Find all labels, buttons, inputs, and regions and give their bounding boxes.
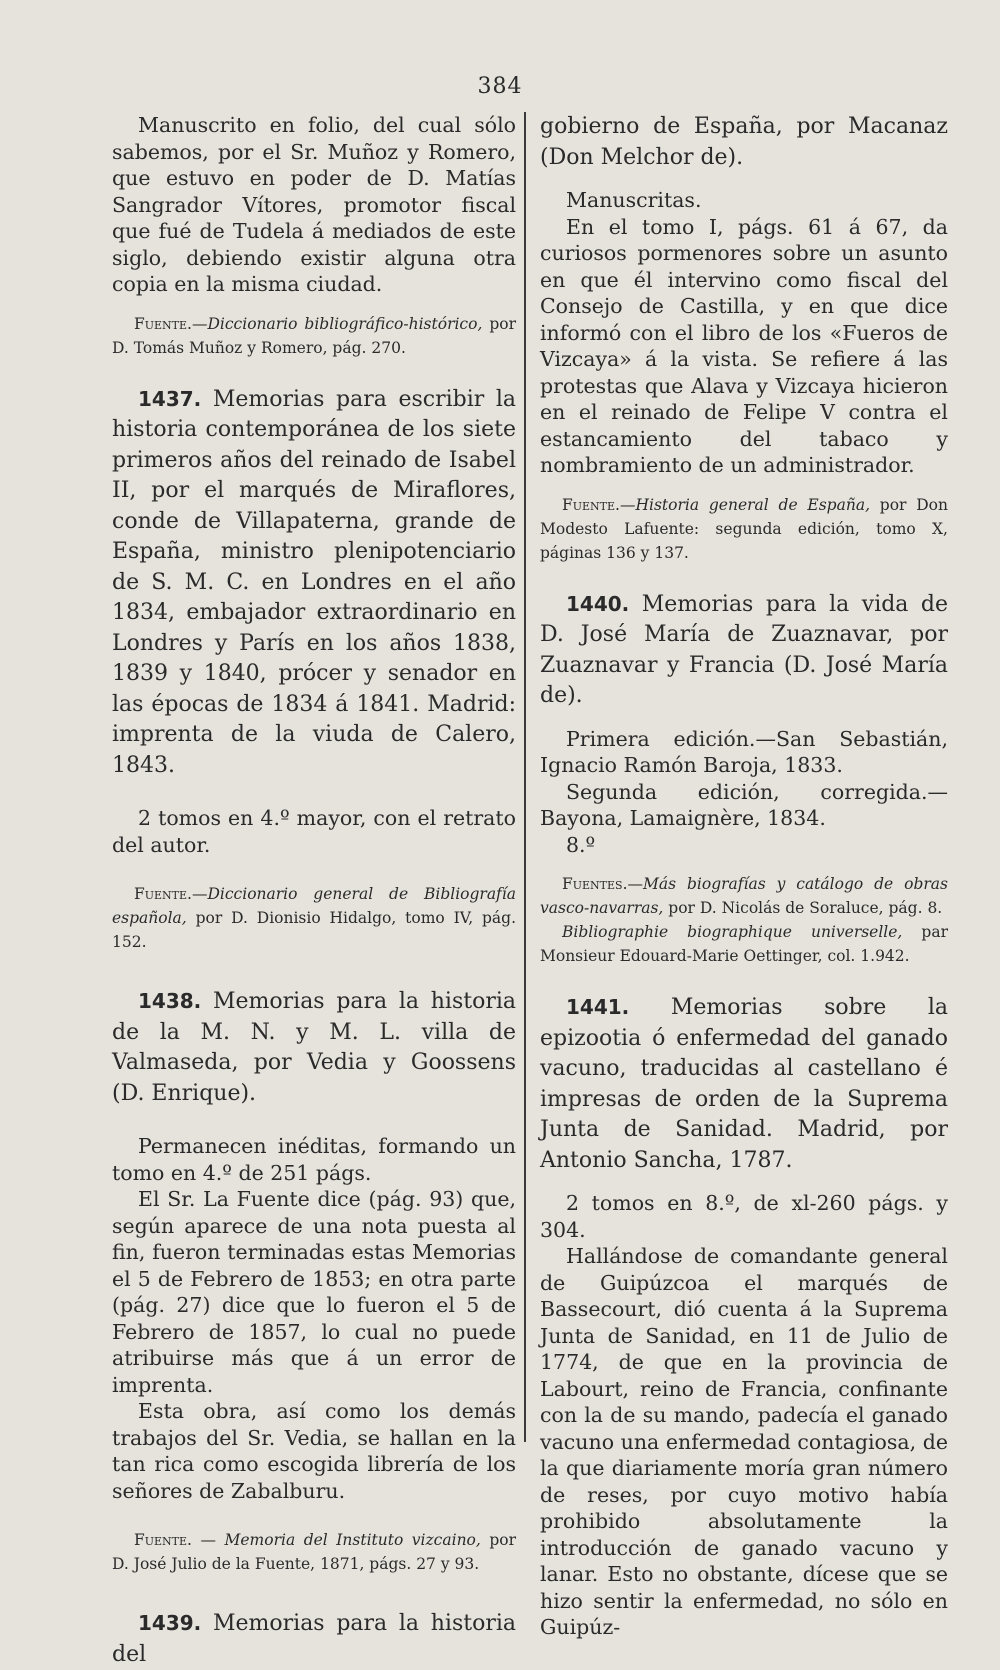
source-note: Bibliographie biographique universelle, par Monsieur Edouard-Marie Oettinger, col. 1.942. [540, 923, 949, 965]
right-column [540, 112, 948, 1641]
paragraph: 2 tomos en 8.º, de xl-260 págs. y 304. [540, 1191, 948, 1242]
paragraph: Manuscrito en folio, del cual sólo sabemos, por el Sr. Muñoz y Romero, que estuvo en poder de D. Matías Sangrador Vítores, promotor fiscal que fué de Tudela á mediados de este siglo, debiendo existir alguna otra copia en la misma ciudad. [112, 113, 516, 296]
paragraph: Permanecen inéditas, formando un tomo en 4.º de 251 págs. [112, 1134, 516, 1185]
entry-1439-continued: gobierno de España, por Macanaz (Don Melchor de). [540, 114, 948, 170]
left-column [112, 112, 516, 1670]
paragraph: Primera edición.—San Sebastián, Ignacio Ramón Baroja, 1833. [540, 726, 948, 777]
entry-1441: 1441. Memorias sobre la epizootia ó enfermedad del ganado vacuno, traducidas al castellano é impresas de orden de la Suprema Junta de Sanidad. Madrid, por Antonio Sancha, 1787. [540, 995, 948, 1173]
source-note: Fuentes.—Más biografías y catálogo de obras vasco-navarras, por D. Nicolás de Soraluce, pág. 8. [540, 875, 948, 917]
entry-1437: 1437. Memorias para escribir la historia contemporánea de los siete primeros años del reinado de Isabel II, por el marqués de Miraflores, conde de Villapaterna, grande de España, ministro plenipotenciario de S. M. C. en Londres en el año 1834, embajador extraordinario en Londres y París en los años 1838, 1839 y 1840, prócer y senador en las épocas de 1834 á 1841. Madrid: imprenta de la viuda de Calero, 1843. [112, 386, 516, 778]
source-note: Fuente.—Diccionario general de Bibliografía española, por D. Dionisio Hidalgo, tomo IV, pág. 152. [112, 885, 516, 951]
entry-description: 2 tomos en 4.º mayor, con el retrato del autor. [112, 806, 516, 857]
paragraph: Manuscritas. [566, 188, 702, 212]
entry-1438: 1438. Memorias para la historia de la M. N. y M. L. villa de Valmaseda, por Vedia y Goossens (D. Enrique). [112, 989, 516, 1106]
paragraph: Segunda edición, corregida.—Bayona, Lamaignère, 1834. [540, 779, 948, 830]
source-note: Fuente.—Diccionario bibliográfico-histórico, por D. Tomás Muñoz y Romero, pág. 270. [112, 314, 516, 357]
paragraph: Esta obra, así como los demás trabajos del Sr. Vedia, se hallan en la tan rica como escogida librería de los señores de Zabalburu. [112, 1399, 516, 1503]
paragraph: El Sr. La Fuente dice (pág. 93) que, según aparece de una nota puesta al fin, fueron terminadas estas Memorias el 5 de Febrero de 1853; en otra parte (pág. 27) dice que lo fueron el 5 de Febrero de 1857, lo cual no puede atribuirse más que á un error de imprenta. [112, 1187, 516, 1397]
paragraph: 8.º [566, 832, 596, 857]
paragraph: En el tomo I, págs. 61 á 67, da curiosos pormenores sobre un asunto en que él intervino como fiscal del Consejo de Castilla, y en que dice informó con el libro de los «Fueros de Vizcaya» á la vista. Se refiere á las protestas que Alava y Vizcaya hicieron en el reinado de Felipe V contra el estancamiento del tabaco y nombramiento de un administrador. [540, 214, 948, 477]
page-number: 384 [477, 74, 523, 99]
paragraph: Hallándose de comandante general de Guipúzcoa el marqués de Bassecourt, dió cuenta á la Suprema Junta de Sanidad, en 11 de Julio de 1774, de que en la provincia de Labourt, reino de Francia, confinante con la de su mando, padecía el ganado vacuno una enfermedad contagiosa, de la que diariamente moría gran número de reses, por cuyo motivo había prohibido absolutamente la introducción de ganado vacuno y lanar. Esto no obstante, dícese que se hizo sentir la enfermedad, no sólo en Guipúz- [540, 1244, 948, 1639]
entry-1440: 1440. Memorias para la vida de D. José María de Zuaznavar, por Zuaznavar y Francia (D. José María de). [540, 591, 948, 708]
source-note: Fuente.—Historia general de España, por Don Modesto Lafuente: segunda edición, tomo X, páginas 136 y 137. [540, 495, 948, 562]
source-note: Fuente. — Memoria del Instituto vizcaino, por D. José Julio de la Fuente, 1871, págs. 27 y 93. [112, 1531, 516, 1573]
entry-1439: 1439. Memorias para la historia del [112, 1611, 516, 1667]
column-rule [524, 112, 526, 1442]
